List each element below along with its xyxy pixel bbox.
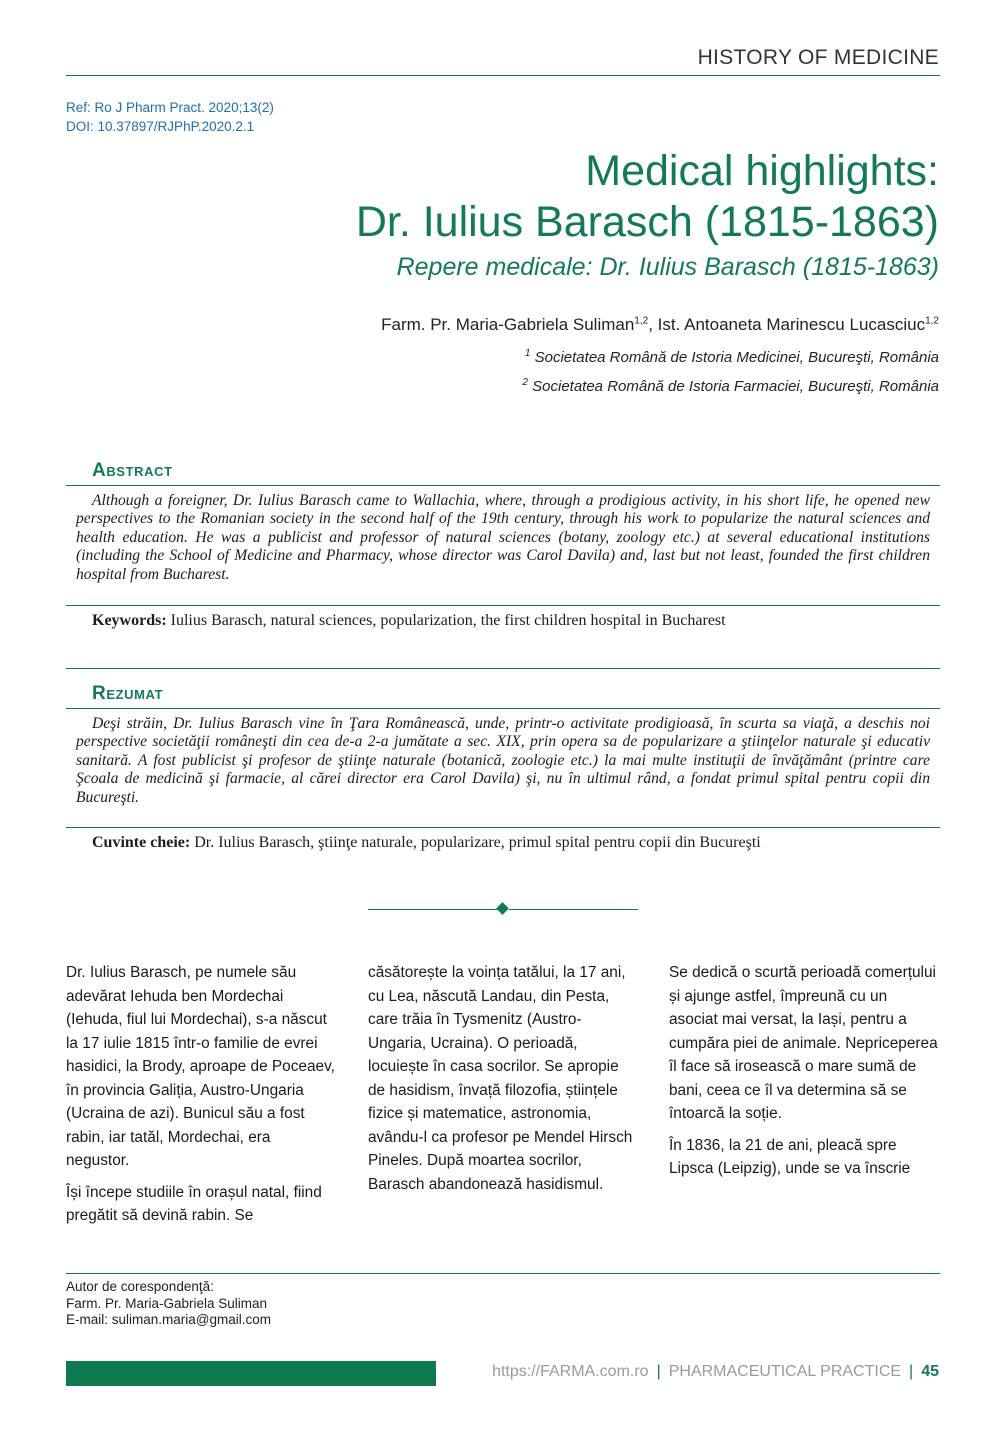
correspondence-block — [66, 1279, 271, 1329]
body-paragraph: Își începe studiile în orașul natal, fiind pregătit să devină rabin. Se — [66, 1183, 322, 1224]
abstract-keywords — [92, 612, 726, 630]
rezumat-bottom-rule — [66, 827, 940, 828]
body-paragraph: În 1836, la 21 de ani, pleacă spre Lipsca (Leipzig), unde se va înscrie — [669, 1136, 911, 1177]
reference-block — [66, 98, 274, 136]
section-label: HISTORY OF MEDICINE — [697, 46, 939, 69]
abstract-bottom-rule — [66, 605, 940, 606]
footer-separator: | — [656, 1363, 661, 1380]
title-line-2: Dr. Iulius Barasch (1815-1863) — [355, 198, 939, 246]
abstract-paragraph: Although a foreigner, Dr. Iulius Barasch came to Wallachia, where, through a prodigious activity, in his short life, he opened new perspectives to the Romanian society in the second half of the 19th century, through his work to popularize the natural sciences and health education. He was a publicist and professor of natural sciences (botany, zoology etc.) at several educational institutions (including the School of Medicine and Pharmacy, whose director was Carol Davila) and, last but not least, founded the first children hospital from Bucharest. — [76, 492, 930, 583]
footer-bar — [66, 1361, 436, 1386]
correspondence-label: Autor de corespondenţă: — [66, 1279, 214, 1294]
body-paragraph: Dr. Iulius Barasch, pe numele său adevărat Iehuda ben Mordechai (Iehuda, fiul lui Mordechai), s-a născut la 17 iulie 1815 într-o familie de evrei hasidici, la Brody, aproape de Poceaev, în provincia Galiția, Austro-Ungaria (Ucraina de azi). Bunicul său a fost rabin, iar tatăl, Mordechai, era negustor. — [66, 964, 335, 1169]
affiliation-1-sup: 1 — [524, 348, 531, 359]
reference-line: Ref: Ro J Pharm Pract. 2020;13(2) — [66, 100, 274, 115]
author-1: Farm. Pr. Maria-Gabriela Suliman — [381, 315, 635, 334]
keywords-text: Iulius Barasch, natural sciences, popularization, the first children hospital in Bucharest — [166, 612, 726, 629]
rezumat-body — [76, 715, 930, 807]
abstract-body — [76, 492, 930, 584]
rezumat-separator-rule — [66, 668, 940, 669]
header-rule — [66, 75, 940, 76]
article-title — [356, 146, 939, 248]
abstract-heading: Abstract — [92, 460, 173, 481]
keywords-label: Keywords: — [92, 612, 167, 629]
footer-url-link[interactable]: https://FARMA.com.ro — [492, 1363, 649, 1380]
body-column-1 — [66, 961, 336, 1236]
affiliation-2 — [522, 377, 939, 395]
cuvinte-cheie-label: Cuvinte cheie: — [92, 834, 191, 851]
body-paragraph: căsătorește la voința tatălui, la 17 ani, cu Lea, născută Landau, din Pesta, care trăia în Tysmenitz (Austro-Ungaria, Ucraina). O perioadă, locuiește în casa socrilor. Se apropie de hasidism, învață filozofia, științele fizice și matematice, astronomia, avându-l ca profesor pe Mendel Hirsch Pineles. După moartea socrilor, Barasch abandonează hasidismul. — [368, 964, 633, 1193]
footer-separator: | — [909, 1363, 914, 1380]
cuvinte-cheie-text: Dr. Iulius Barasch, ştiinţe naturale, popularizare, primul spital pentru copii din Bucureşti — [190, 834, 761, 851]
affiliation-2-sup: 2 — [522, 377, 528, 388]
author-2: Ist. Antoaneta Marinescu Lucasciuc — [657, 315, 926, 334]
title-line-1: Medical highlights: — [585, 147, 939, 195]
body-column-2 — [368, 961, 638, 1204]
ornament-line-right — [509, 909, 638, 910]
affiliation-1-text: Societatea Română de Istoria Medicinei, Bucureşti, România — [530, 349, 939, 366]
correspondence-email[interactable]: E-mail: suliman.maria@gmail.com — [66, 1312, 271, 1327]
author-2-sup: 1,2 — [925, 315, 939, 327]
correspondence-name: Farm. Pr. Maria-Gabriela Suliman — [66, 1295, 268, 1311]
body-column-3 — [669, 961, 939, 1189]
ornament-line-left — [368, 909, 498, 910]
body-paragraph: Se dedică o scurtă perioadă comerțului și ajunge astfel, împreună cu un asociat mai versat, la Iași, pentru a cumpăra piei de animale. Nepriceperea îl face să irosească o mare sumă de bani, ceea ce îl va determina să se întoarcă la soție. — [669, 964, 938, 1122]
authors-line — [381, 315, 939, 335]
author-separator: , — [648, 315, 658, 334]
rezumat-paragraph: Deşi străin, Dr. Iulius Barasch vine în Ţara Românească, unde, printr-o activitate prodigioasă, în scurta sa viaţă, a deschis noi perspective societăţii româneşti din cea de-a 2-a jumătate a sec. XIX, prin opera sa de popularizare a ştiinţelor naturale şi educativ sanitară. A fost publicist şi profesor de ştiinţe naturale (botanică, zoologie etc.) la mai multe instituţii de învăţământ (printre care Şcoala de medicină şi farmacie, al cărei director era Carol Davila) şi, nu în ultimul rând, a fondat primul spital pentru copii din Bucureşti. — [76, 715, 930, 806]
diamond-ornament-icon — [496, 902, 509, 915]
doi-link[interactable]: DOI: 10.37897/RJPhP.2020.2.1 — [66, 119, 255, 134]
rezumat-keywords — [92, 834, 761, 852]
rezumat-heading: Rezumat — [92, 683, 164, 704]
article-subtitle: Repere medicale: Dr. Iulius Barasch (1815-1863) — [396, 253, 939, 281]
footer-journal: PHARMACEUTICAL PRACTICE — [668, 1363, 902, 1380]
correspondence-rule — [66, 1273, 940, 1274]
footer-text — [492, 1363, 939, 1381]
abstract-top-rule — [66, 485, 940, 486]
page-number: 45 — [921, 1363, 939, 1380]
rezumat-top-rule — [66, 708, 940, 709]
affiliation-2-text: Societatea Română de Istoria Farmaciei, Bucureşti, România — [527, 378, 939, 395]
affiliation-1 — [525, 348, 939, 366]
author-1-sup: 1,2 — [634, 315, 649, 327]
